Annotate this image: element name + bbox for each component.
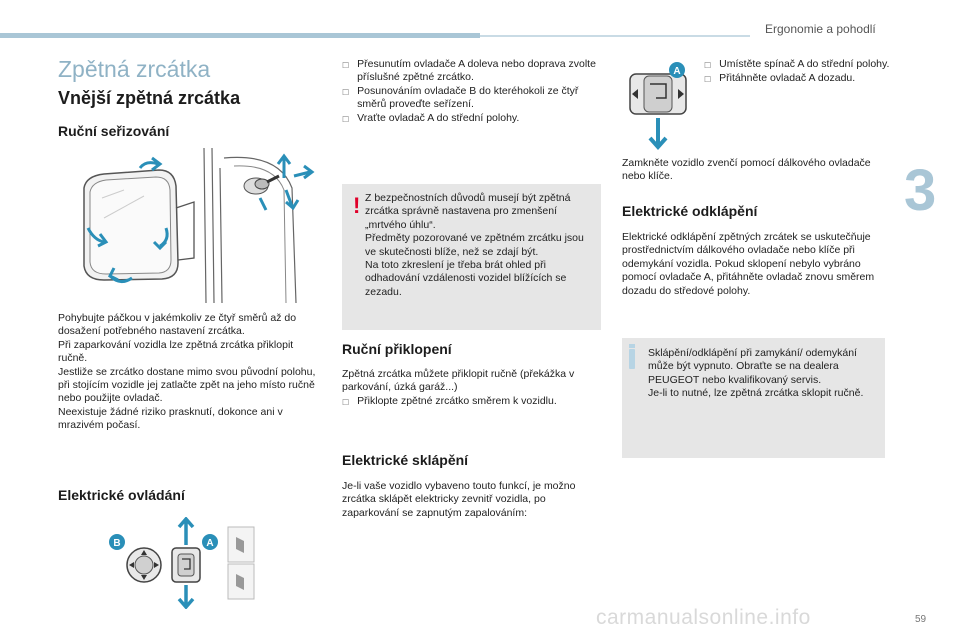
manual-paragraph: Neexistuje žádné riziko prasknutí, dokonce ani v mrazivém počasí. [58, 405, 283, 432]
header-accent-bar [0, 33, 480, 38]
list-item: ☐ Přitáhněte ovladač A dozadu. [704, 72, 890, 86]
header-accent-line [480, 35, 750, 37]
section-subtitle: Vnější zpětná zrcátka [58, 88, 241, 108]
manual-adjust-heading: Ruční seřizování [58, 123, 170, 139]
mirror-adjust-illustration [74, 148, 324, 303]
checkbox-icon: ☐ [342, 61, 350, 70]
footer-watermark: carmanualsonline.info [596, 606, 811, 629]
section-title: Ergonomie a pohodlí [765, 22, 876, 36]
list-item: ☐ Přiklopte zpětné zrcátko směrem k vozidlu. [342, 395, 600, 409]
checkbox-icon: ☐ [704, 75, 712, 85]
list-item: ☐ Posunováním ovladače B do kteréhokoli ze čtyř směrů proveďte seřízení. [342, 84, 579, 111]
lock-text: Zamkněte vozidlo zvenčí pomocí dálkového ovladače nebo klíče. [622, 157, 871, 183]
manual-paragraph: Pohybujte páčkou v jakémkoliv ze čtyř směrů až do dosažení potřebného nastavení zrcátka. [58, 312, 297, 338]
electric-unfold-text: Elektrické odklápění zpětných zrcátek se uskutečňuje prostřednictvím dálkového ovladače nebo klíče při odemykání vozidla. Pokud sklopení nebylo vybráno pomocí ovladače A, přitáhněte ovladač znovu směrem dozadu do středové polohy. [622, 231, 875, 297]
chapter-number: 3 [904, 158, 937, 223]
electric-fold-text: Je-li vaše vozidlo vybaveno touto funkcí, je možno zrcátka sklápět elektricky zevnitř vozidla, po zaparkování se zapnutým zapalováním: [342, 480, 576, 519]
checkbox-icon: ☐ [342, 114, 350, 124]
control-label-a: A [206, 538, 214, 549]
switch-label-a: A [673, 66, 681, 77]
list-item: ☐ Umístěte spínač A do střední polohy. [704, 58, 890, 72]
manual-fold-text: Zpětná zrcátka můžete přiklopit ručně (překážka v parkování, úzká garáž...) ☐ Přiklopte zpětné zrcátko směrem k vozidlu. [342, 368, 600, 409]
checkbox-icon: ☐ [342, 397, 350, 407]
manual-paragraph: Jestliže se zrcátko dostane mimo svou původní polohu, při stojícím vozidle jej zatlačte zpět na jeho místo ručně nebo použijte ovladač. [58, 365, 316, 405]
info-box [622, 338, 885, 458]
warning-text: Z bezpečnostních důvodů musejí být zpětná zrcátka správně nastavena pro zmenšení „mrtvého úhlu“. Předměty pozorované ve zpětném zrcátku jsou ve skutečnosti blíže, než se zdají být. Na toto zkreslení je třeba brát ohled při odhadování vzdálenosti vozidel blížících se zezadu. [365, 192, 584, 298]
fold-steps [704, 58, 890, 87]
checkbox-icon: ☐ [704, 61, 712, 70]
page-title: Zpětná zrcátka [58, 56, 211, 82]
manual-paragraph: Při zaparkování vozidla lze zpětná zrcátka přiklopit ručně. [58, 338, 294, 365]
electric-control-heading: Elektrické ovládání [58, 487, 185, 503]
checkbox-icon: ☐ [342, 87, 350, 97]
list-item: ☐ Přesunutím ovladače A doleva nebo doprava zvolte příslušné zpětné zrcátko. [342, 58, 596, 84]
control-label-b: B [113, 538, 121, 549]
electric-fold-heading: Elektrické sklápění [342, 452, 469, 468]
info-text: Sklápění/odklápění při zamykání/ odemykání může být vypnuto. Obraťte se na dealera PEUGEOT nebo kvalifikovaný servis. Je-li to nutné, lze zpětná zrcátka sklopit ručně. [648, 347, 864, 400]
electric-control-illustration [108, 517, 258, 609]
manual-adjust-text [58, 312, 320, 433]
manual-fold-heading: Ruční přiklopení [342, 341, 452, 357]
electric-unfold-heading: Elektrické odklápění [622, 203, 758, 219]
warning-box [342, 184, 601, 330]
info-icon [629, 349, 635, 369]
list-item: ☐ Vraťte ovladač A do střední polohy. [342, 112, 600, 126]
fold-switch-illustration [626, 58, 696, 150]
electric-control-steps [342, 58, 600, 126]
warning-icon: ! [353, 193, 361, 218]
page-number: 59 [915, 614, 927, 625]
